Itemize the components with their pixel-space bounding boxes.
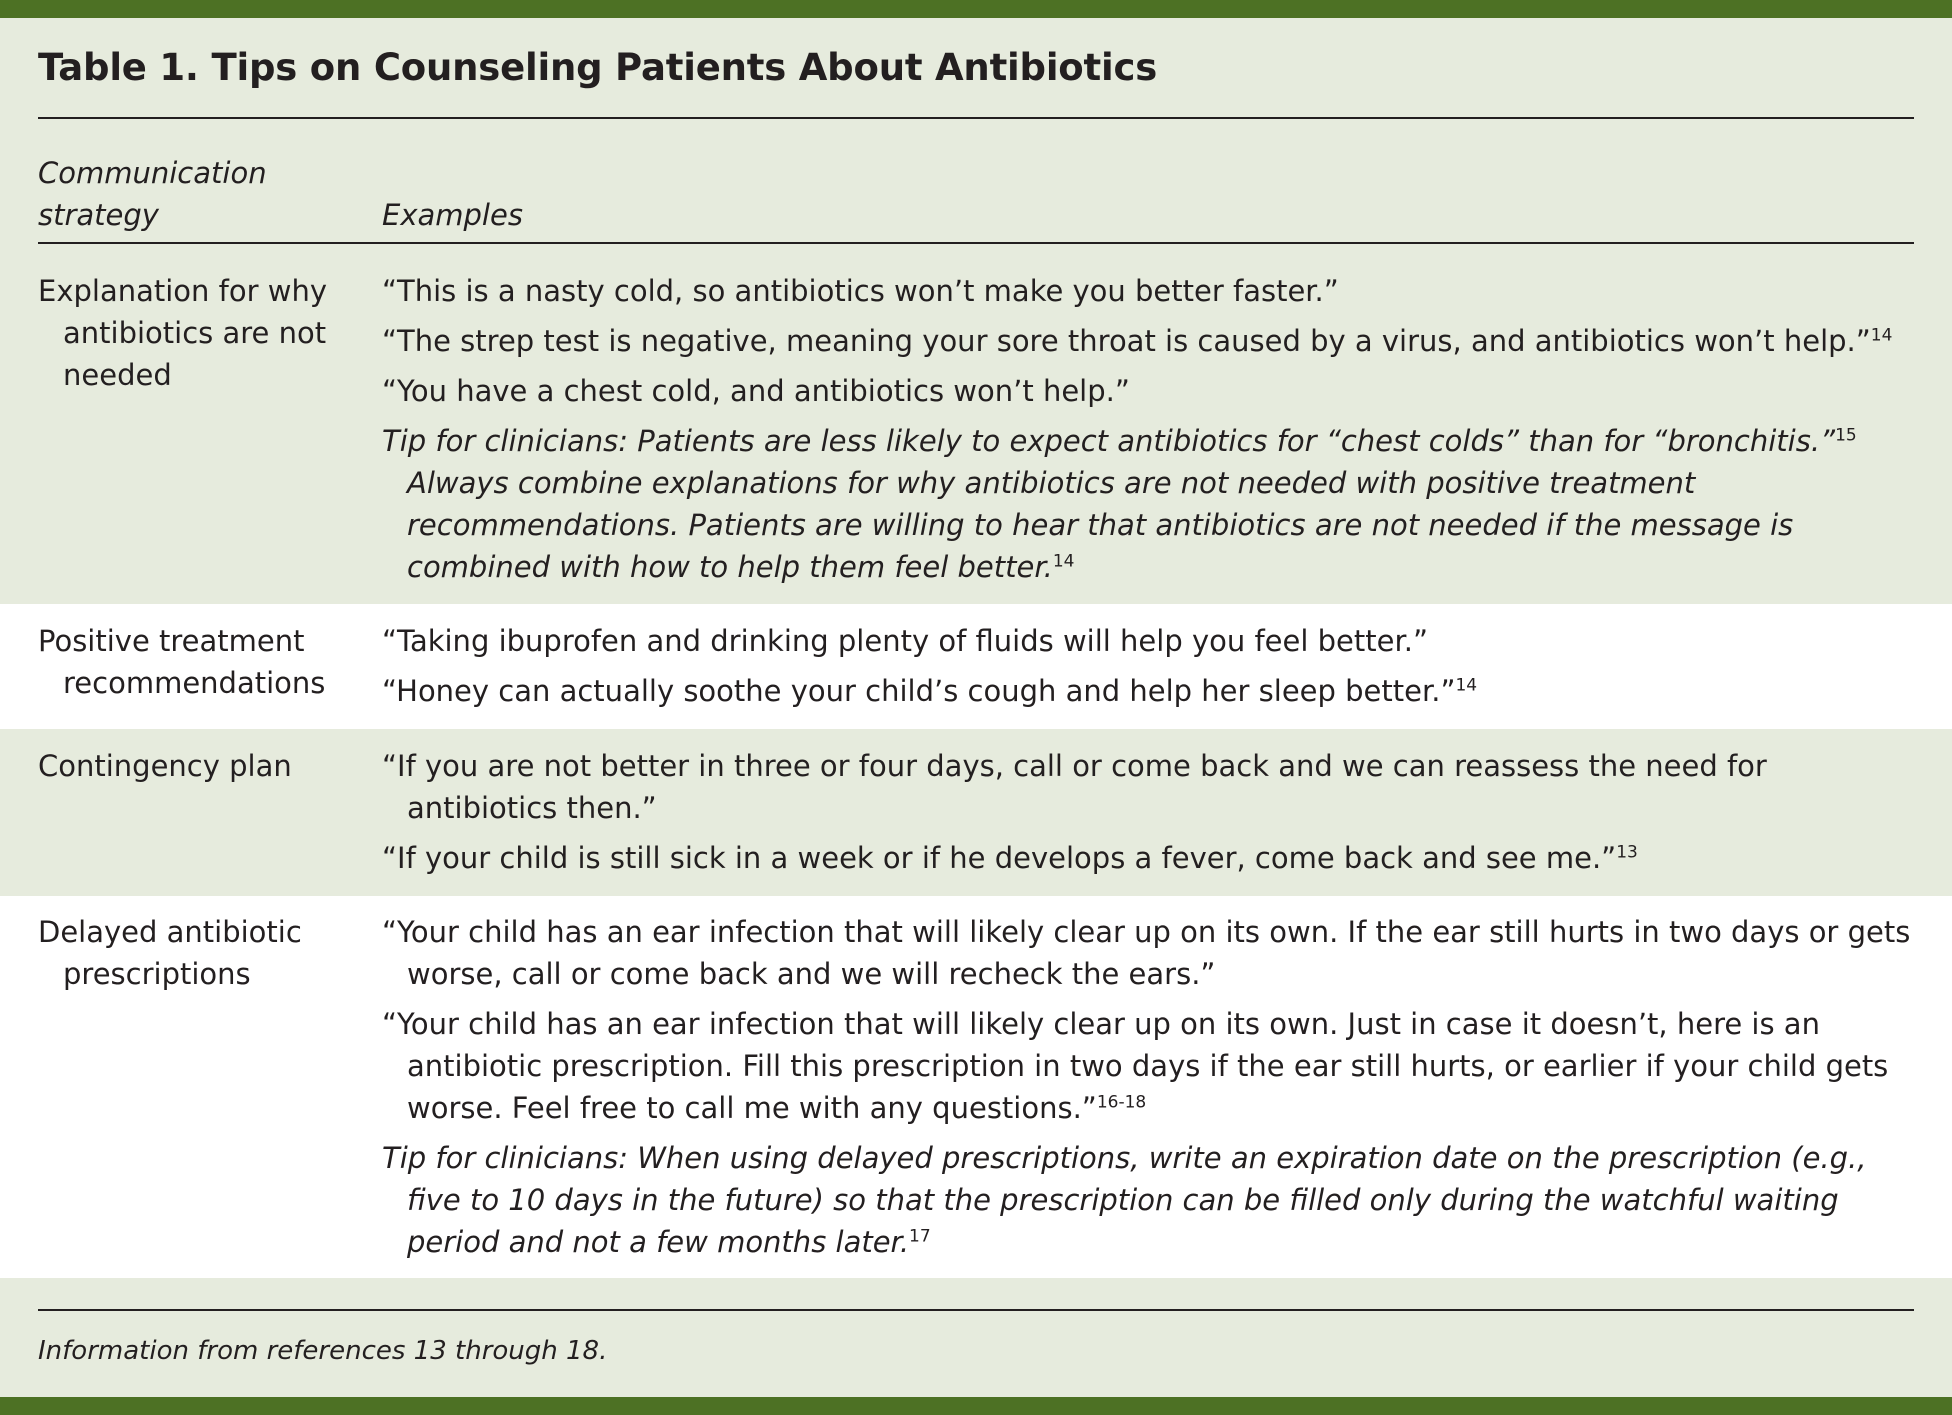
reference-number: 15: [1835, 425, 1857, 446]
clinician-tip-continued: Always combine explanations for why antibiotics are not needed with positive treatment recommendations. Patients are willing to hear that antibiotics are not needed if the message is combined with how to help them feel better.$^{14}$: [407, 466, 1794, 584]
table-row: [0, 604, 1952, 729]
examples-cell: [382, 911, 1922, 1271]
examples-cell: [382, 745, 1922, 887]
reference-number: 14: [1870, 325, 1893, 346]
examples-cell: [382, 620, 1922, 720]
example-quote: “Your child has an ear infection that will likely clear up on its own. If the ear still hurts in two days or gets worse, call or come back and we will recheck the ears.”: [382, 915, 1911, 991]
reference-number: 14: [1455, 675, 1478, 696]
examples-cell: [382, 270, 1922, 596]
strategy-cell: Explanation for why antibiotics are not needed: [38, 274, 327, 392]
strategy-cell: Delayed antibiotic prescriptions: [38, 915, 302, 991]
example-quote: “Your child has an ear infection that will likely clear up on its own. Just in case it doesn’t, here is an antibiotic prescription. Fill this prescription in two days if the ear still hurts, or earlier if your child gets worse. Feel free to call me with any questions.”$^{16-18}$: [382, 1007, 1889, 1125]
top-accent-bar: [0, 0, 1952, 18]
reference-number: 16-18: [1096, 1092, 1147, 1113]
reference-number: 14: [1052, 551, 1075, 572]
strategy-cell: Contingency plan: [38, 749, 292, 783]
clinician-tip: Tip for clinicians: When using delayed prescriptions, write an expiration date on the prescription (e.g., five to 10 days in the future) so that the prescription can be filled only during the watchful waiting period and not a few months later.$^{17}$: [382, 1141, 1867, 1259]
example-quote: “Taking ibuprofen and drinking plenty of fluids will help you feel better.”: [382, 624, 1428, 658]
clinician-tip: Tip for clinicians: Patients are less likely to expect antibiotics for “chest colds” than for “bronchitis.”$^{15}$: [382, 424, 1857, 458]
title-rule: [38, 117, 1914, 119]
example-quote: “The strep test is negative, meaning your sore throat is caused by a virus, and antibiotics won’t help.”$^{14}$: [382, 324, 1893, 358]
reference-number: 17: [909, 1226, 931, 1247]
header-strategy: Communication strategy: [38, 156, 267, 232]
table-row: [0, 244, 1952, 604]
header-examples: Examples: [382, 198, 523, 232]
example-quote: “You have a chest cold, and antibiotics won’t help.”: [382, 374, 1130, 408]
table-row: [0, 896, 1952, 1278]
example-quote: “Honey can actually soothe your child’s cough and help her sleep better.”$^{14}$: [382, 674, 1478, 708]
table-row: [0, 729, 1952, 896]
bottom-accent-bar: [0, 1397, 1952, 1415]
strategy-cell: Positive treatment recommendations: [38, 624, 326, 700]
example-quote: “If your child is still sick in a week or if he develops a fever, come back and see me.”$^{13}$: [382, 841, 1638, 875]
table-title: Table 1. Tips on Counseling Patients About Antibiotics: [38, 46, 1158, 89]
example-quote: “This is a nasty cold, so antibiotics won’t make you better faster.”: [382, 274, 1339, 308]
reference-number: 13: [1616, 842, 1638, 863]
footer-rule: [38, 1309, 1914, 1311]
example-quote: “If you are not better in three or four days, call or come back and we can reassess the need for antibiotics then.”: [382, 749, 1767, 825]
source-footnote: Information from references 13 through 18.: [38, 1336, 608, 1366]
